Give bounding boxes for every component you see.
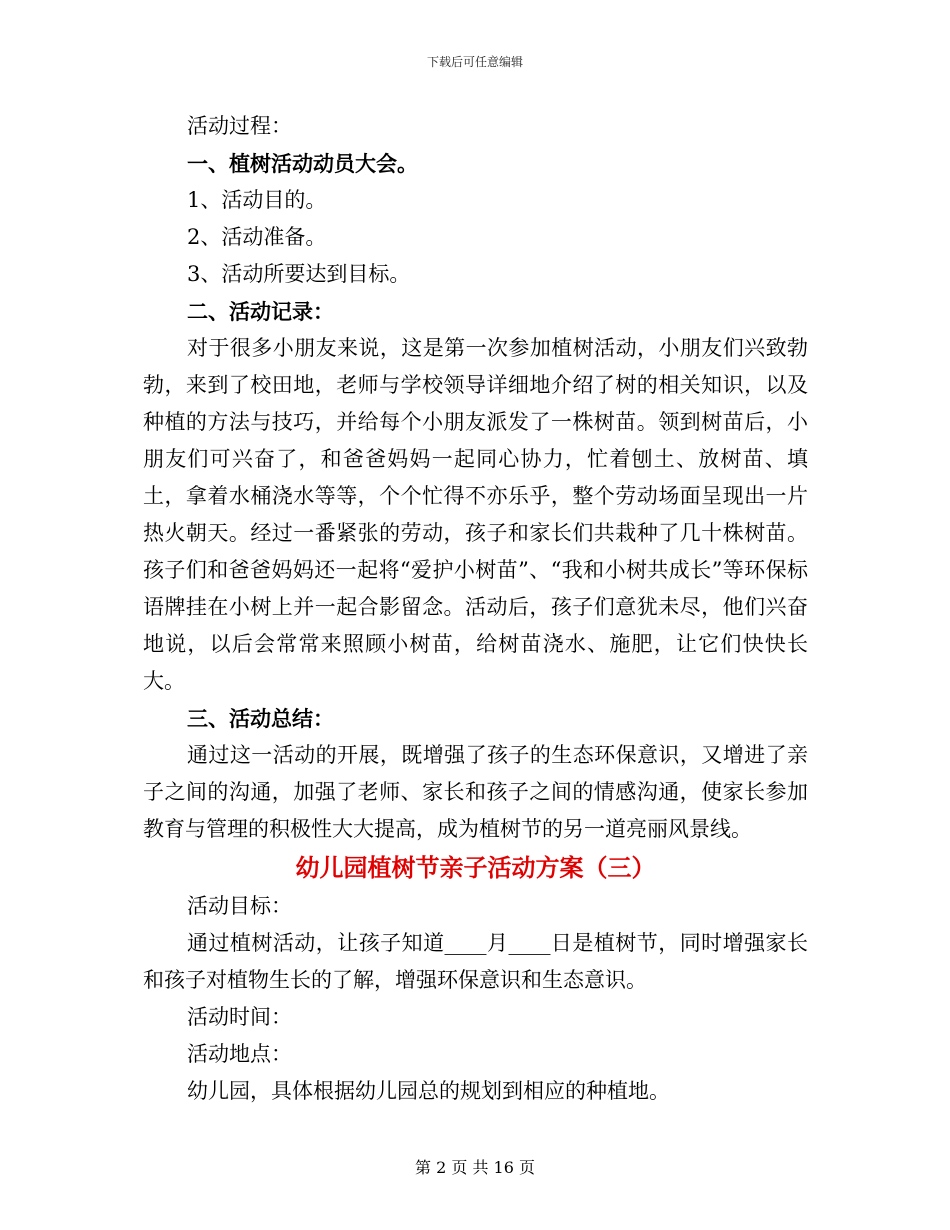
list-item-1: 1、活动目的。	[187, 188, 327, 212]
list-item-3: 3、活动所要达到目标。	[187, 262, 411, 286]
goal-label: 活动目标：	[187, 894, 292, 918]
summary-paragraph: 通过这一活动的开展，既增强了孩子的生态环保意识，又增进了亲子之间的沟通，加强了老师、家长和孩子之间的情感沟通，使家长参加教育与管理的积极性大大提高，成为植树节的另一道亮丽风景线。	[143, 743, 808, 841]
list-item-2: 2、活动准备。	[187, 225, 327, 249]
plan-title: 幼儿园植树节亲子活动方案（三）	[295, 853, 656, 882]
record-paragraph: 对于很多小朋友来说，这是第一次参加植树活动，小朋友们兴致勃勃，来到了校田地，老师与学校领导详细地介绍了树的相关知识，以及种植的方法与技巧，并给每个小朋友派发了一株树苗。领到树苗后，小朋友们可兴奋了，和爸爸妈妈一起同心协力，忙着刨土、放树苗、填土，拿着水桶浇水等等，个个忙得不亦乐乎，整个劳动场面呈现出一片热火朝天。经过一番紧张的劳动，孩子和家长们共栽种了几十株树苗。孩子们和爸爸妈妈还一起将“爱护小树苗”、“我和小树共成长”等环保标语牌挂在小树上并一起合影留念。活动后，孩子们意犹未尽，他们兴奋地说，以后会常常来照顾小树苗，给树苗浇水、施肥，让它们快快长大。	[143, 336, 808, 693]
page-footer: 第 2 页 共 16 页	[415, 1158, 535, 1177]
section2-heading: 二、活动记录：	[187, 299, 334, 324]
section1-heading: 一、植树活动动员大会。	[187, 151, 418, 176]
place-label: 活动地点：	[187, 1042, 292, 1066]
time-label: 活动时间：	[187, 1005, 292, 1029]
process-label: 活动过程：	[187, 114, 292, 138]
place-text: 幼儿园，具体根据幼儿园总的规划到相应的种植地。	[187, 1079, 670, 1103]
document-body	[143, 108, 808, 1110]
goal-paragraph: 通过植树活动，让孩子知道____月____日是植树节，同时增强家长和孩子对植物生长的了解，增强环保意识和生态意识。	[143, 931, 808, 992]
page-header: 下载后可任意编辑	[426, 55, 523, 69]
section3-heading: 三、活动总结：	[187, 706, 334, 731]
